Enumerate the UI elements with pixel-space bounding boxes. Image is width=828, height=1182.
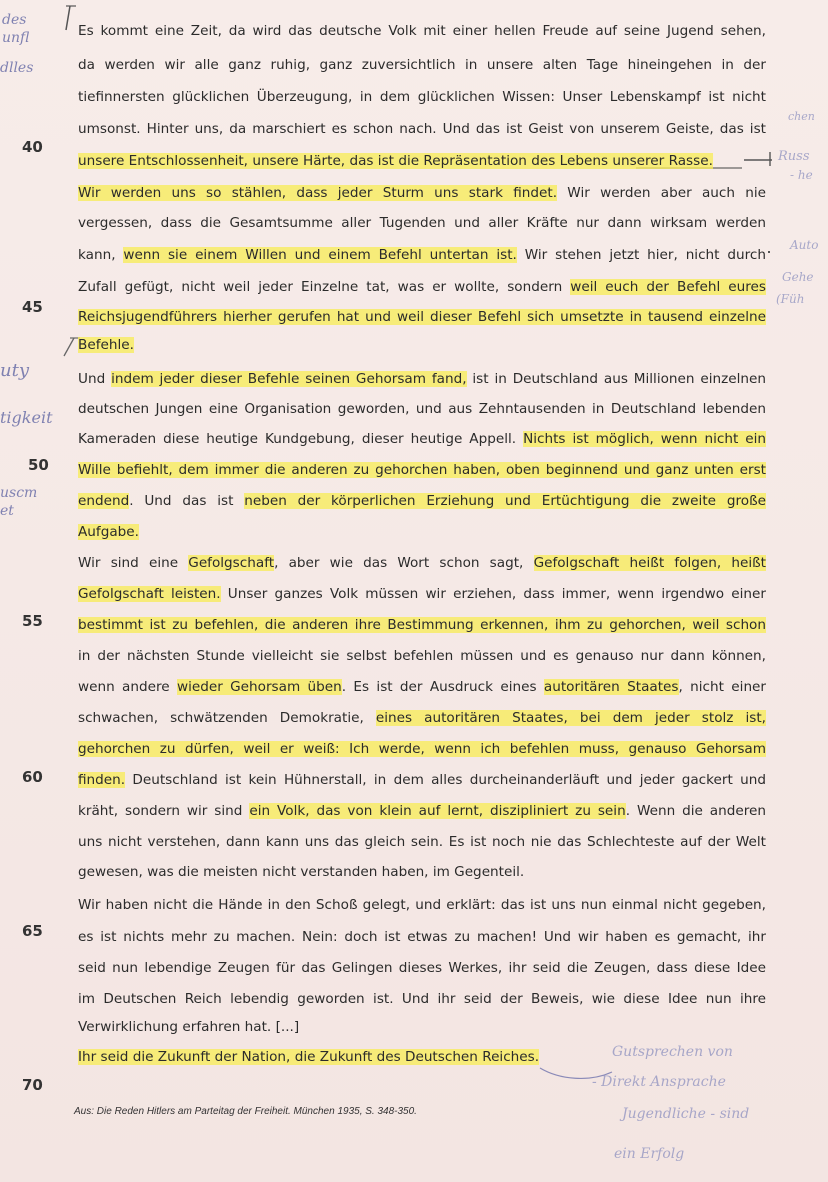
text-span: . Wenn die anderen [625,803,767,819]
margin-note-bottom-1: Gutsprechen von [612,1044,733,1060]
text-line-31: seid nun lebendige Zeugen für das Gelingen dieses Werkes, ihr seid die Zeugen, dass diese Idee [78,960,766,976]
highlight: Aufgabe. [78,524,139,540]
text-span: Kameraden diese heutige Kundgebung, dieser heutige Appell. [78,431,524,447]
text-span: , nicht einer [678,679,767,695]
margin-note-right-1: chen [788,110,815,123]
highlight: Nichts ist möglich, wenn nicht ein [523,431,766,447]
text-span: ist in Deutschland aus Millionen einzelnen [466,371,766,387]
line-number-55: 55 [22,612,43,630]
highlight: indem jeder dieser Befehle seinen Gehorsam fand, [111,371,467,387]
text-span: Zufall gefügt, nicht weil jeder Einzelne tat, was er wollte, sondern [78,279,571,295]
text-line-18 [78,554,766,572]
margin-note-right-5: Gehe [782,270,814,284]
highlight: wieder Gehorsam üben [176,679,342,695]
text-line-19 [78,585,766,603]
margin-note-left-3: dlles [0,60,34,76]
highlight: gehorchen zu dürfen, weil er weiß: Ich werde, wenn ich befehlen muss, genauso Gehorsam [78,741,766,757]
margin-note-bottom-3: Jugendliche - sind [622,1106,750,1122]
text-line-15 [78,461,766,479]
text-span: Wir stehen jetzt hier, nicht durch [516,247,766,263]
highlight: weil euch der Befehl eures [570,279,767,295]
margin-note-right-3: - he [790,168,813,182]
highlight: eines autoritären Staates, bei dem jeder stolz ist, [375,710,766,726]
text-line-28: gewesen, was die meisten nicht verstanden haben, im Gegenteil. [78,864,525,880]
text-span: . Und das ist [129,493,245,509]
text-span: kann, [78,247,124,263]
text-span: Deutschland ist kein Hühnerstall, in dem alles durcheinanderläuft und jeder gackert und [125,772,766,788]
text-line-26 [78,802,766,820]
highlight: Reichsjugendführers hierher gerufen hat und weil dieser Befehl sich umsetzte in tausend einzelne [78,309,766,325]
highlight: wenn sie einem Willen und einem Befehl untertan ist. [123,247,517,263]
line-number-65: 65 [22,922,43,940]
text-line-4: umsonst. Hinter uns, da marschiert es schon nach. Und das ist Geist von unserem Geiste, das ist [78,121,766,137]
line-number-60: 60 [22,768,43,786]
margin-note-left-4: uty [0,360,29,381]
text-line-17 [78,523,766,541]
text-span: wenn andere [78,679,177,695]
text-line-13: deutschen Jungen eine Organisation geworden, und aus Zehntausenden in Deutschland lebenden [78,401,766,417]
text-span: . Es ist der Ausdruck eines [341,679,544,695]
text-line-16 [78,492,766,510]
text-line-34 [78,1048,766,1066]
text-span: Wir sind eine [78,555,189,571]
text-line-1: Es kommt eine Zeit, da wird das deutsche Volk mit einer hellen Freude auf seine Jugend sehen, [78,23,766,39]
highlight: Gefolgschaft leisten. [78,586,221,602]
margin-note-right-6: (Füh [776,292,805,306]
text-line-3: tiefinnersten glücklichen Überzeugung, in dem glücklichen Wissen: Unser Lebenskampf ist nicht [78,89,766,105]
highlight: finden. [78,772,126,788]
bracket-mark-top [66,6,70,30]
text-span: schwachen, schwätzenden Demokratie, [78,710,376,726]
highlight: ein Volk, das von klein auf lernt, diszipliniert zu sein [249,803,626,819]
line-number-50: 50 [28,456,49,474]
line-number-40: 40 [22,138,43,156]
text-line-6 [78,184,766,202]
highlight: Wille befiehlt, dem immer die anderen zu gehorchen haben, oben beginnend und ganz unten erst [78,462,766,478]
highlight: endend [78,493,130,509]
line-number-70: 70 [22,1076,43,1094]
text-line-8 [78,246,766,264]
highlight: Wir werden uns so stählen, dass jeder Sturm uns stark findet. [78,185,558,201]
text-span: , aber wie das Wort schon sagt, [274,555,534,571]
text-line-20 [78,616,766,634]
margin-note-right-4: Auto [790,238,819,252]
text-line-33: Verwirklichung erfahren hat. [...] [78,1019,300,1035]
text-span: Unser ganzes Volk müssen wir erziehen, dass immer, wenn irgendwo einer [220,586,767,602]
text-line-7: vergessen, dass die Gesamtsumme aller Tugenden und aller Kräfte nur dann wirksam werden [78,215,766,231]
text-line-10 [78,308,766,326]
highlight: Ihr seid die Zukunft der Nation, die Zukunft des Deutschen Reiches. [78,1049,540,1065]
text-line-21: in der nächsten Stunde vielleicht sie selbst befehlen müssen und es genauso nur dann können, [78,648,766,664]
line-number-45: 45 [22,298,43,316]
text-line-23 [78,709,766,727]
highlight: neben der körperlichen Erziehung und Ertüchtigung die zweite große [244,493,766,509]
text-line-32: im Deutschen Reich lebendig geworden ist. Und ihr seid der Beweis, wie diese Idee nun ihre [78,991,766,1007]
text-line-30: es ist nichts mehr zu machen. Nein: doch ist etwas zu machen! Und wir haben es gemacht, ihr [78,929,766,945]
text-span: kräht, sondern wir sind [78,803,250,819]
text-line-9 [78,278,766,296]
highlight: Befehle. [78,337,134,353]
text-line-27: uns nicht verstehen, dann kann uns das gleich sein. Es ist noch nie das Schlechteste auf der Welt [78,834,766,850]
text-line-24 [78,740,766,758]
highlight: Gefolgschaft [188,555,275,571]
text-line-25 [78,771,766,789]
margin-note-right-2: Russ [778,149,810,164]
margin-note-bottom-4: ein Erfolg [614,1146,685,1162]
margin-note-left-1: des [2,12,27,28]
highlight: unsere Entschlossenheit, unsere Härte, das ist die Repräsentation des Lebens unserer Rasse. [78,153,713,169]
text-line-22 [78,678,766,696]
highlight: Gefolgschaft heißt folgen, heißt [533,555,766,571]
margin-note-left-5: tigkeit [0,408,53,427]
text-line-12 [78,370,766,388]
margin-note-left-7: et [0,503,14,519]
text-line-11 [78,336,766,354]
text-line-5 [78,152,766,170]
bracket-mark-mid [64,338,74,356]
margin-note-left-6: uscm [0,485,38,501]
highlight: bestimmt ist zu befehlen, die anderen ihre Bestimmung erkennen, ihm zu gehorchen, weil schon [78,617,766,633]
margin-note-bottom-2: - Direkt Ansprache [592,1074,726,1090]
text-line-2: da werden wir alle ganz ruhig, ganz zuversichtlich in unsere alten Tage hineingehen in der [78,57,766,73]
source-citation: Aus: Die Reden Hitlers am Parteitag der Freiheit. München 1935, S. 348-350. [74,1106,417,1117]
text-span: Und [78,371,112,387]
text-line-14 [78,430,766,448]
text-line-29: Wir haben nicht die Hände in den Schoß gelegt, und erklärt: das ist uns nun einmal nicht gegeben, [78,897,766,913]
text-span: Wir werden aber auch nie [557,185,766,201]
margin-note-left-2: unfl [2,30,30,46]
highlight: autoritären Staates [543,679,679,695]
